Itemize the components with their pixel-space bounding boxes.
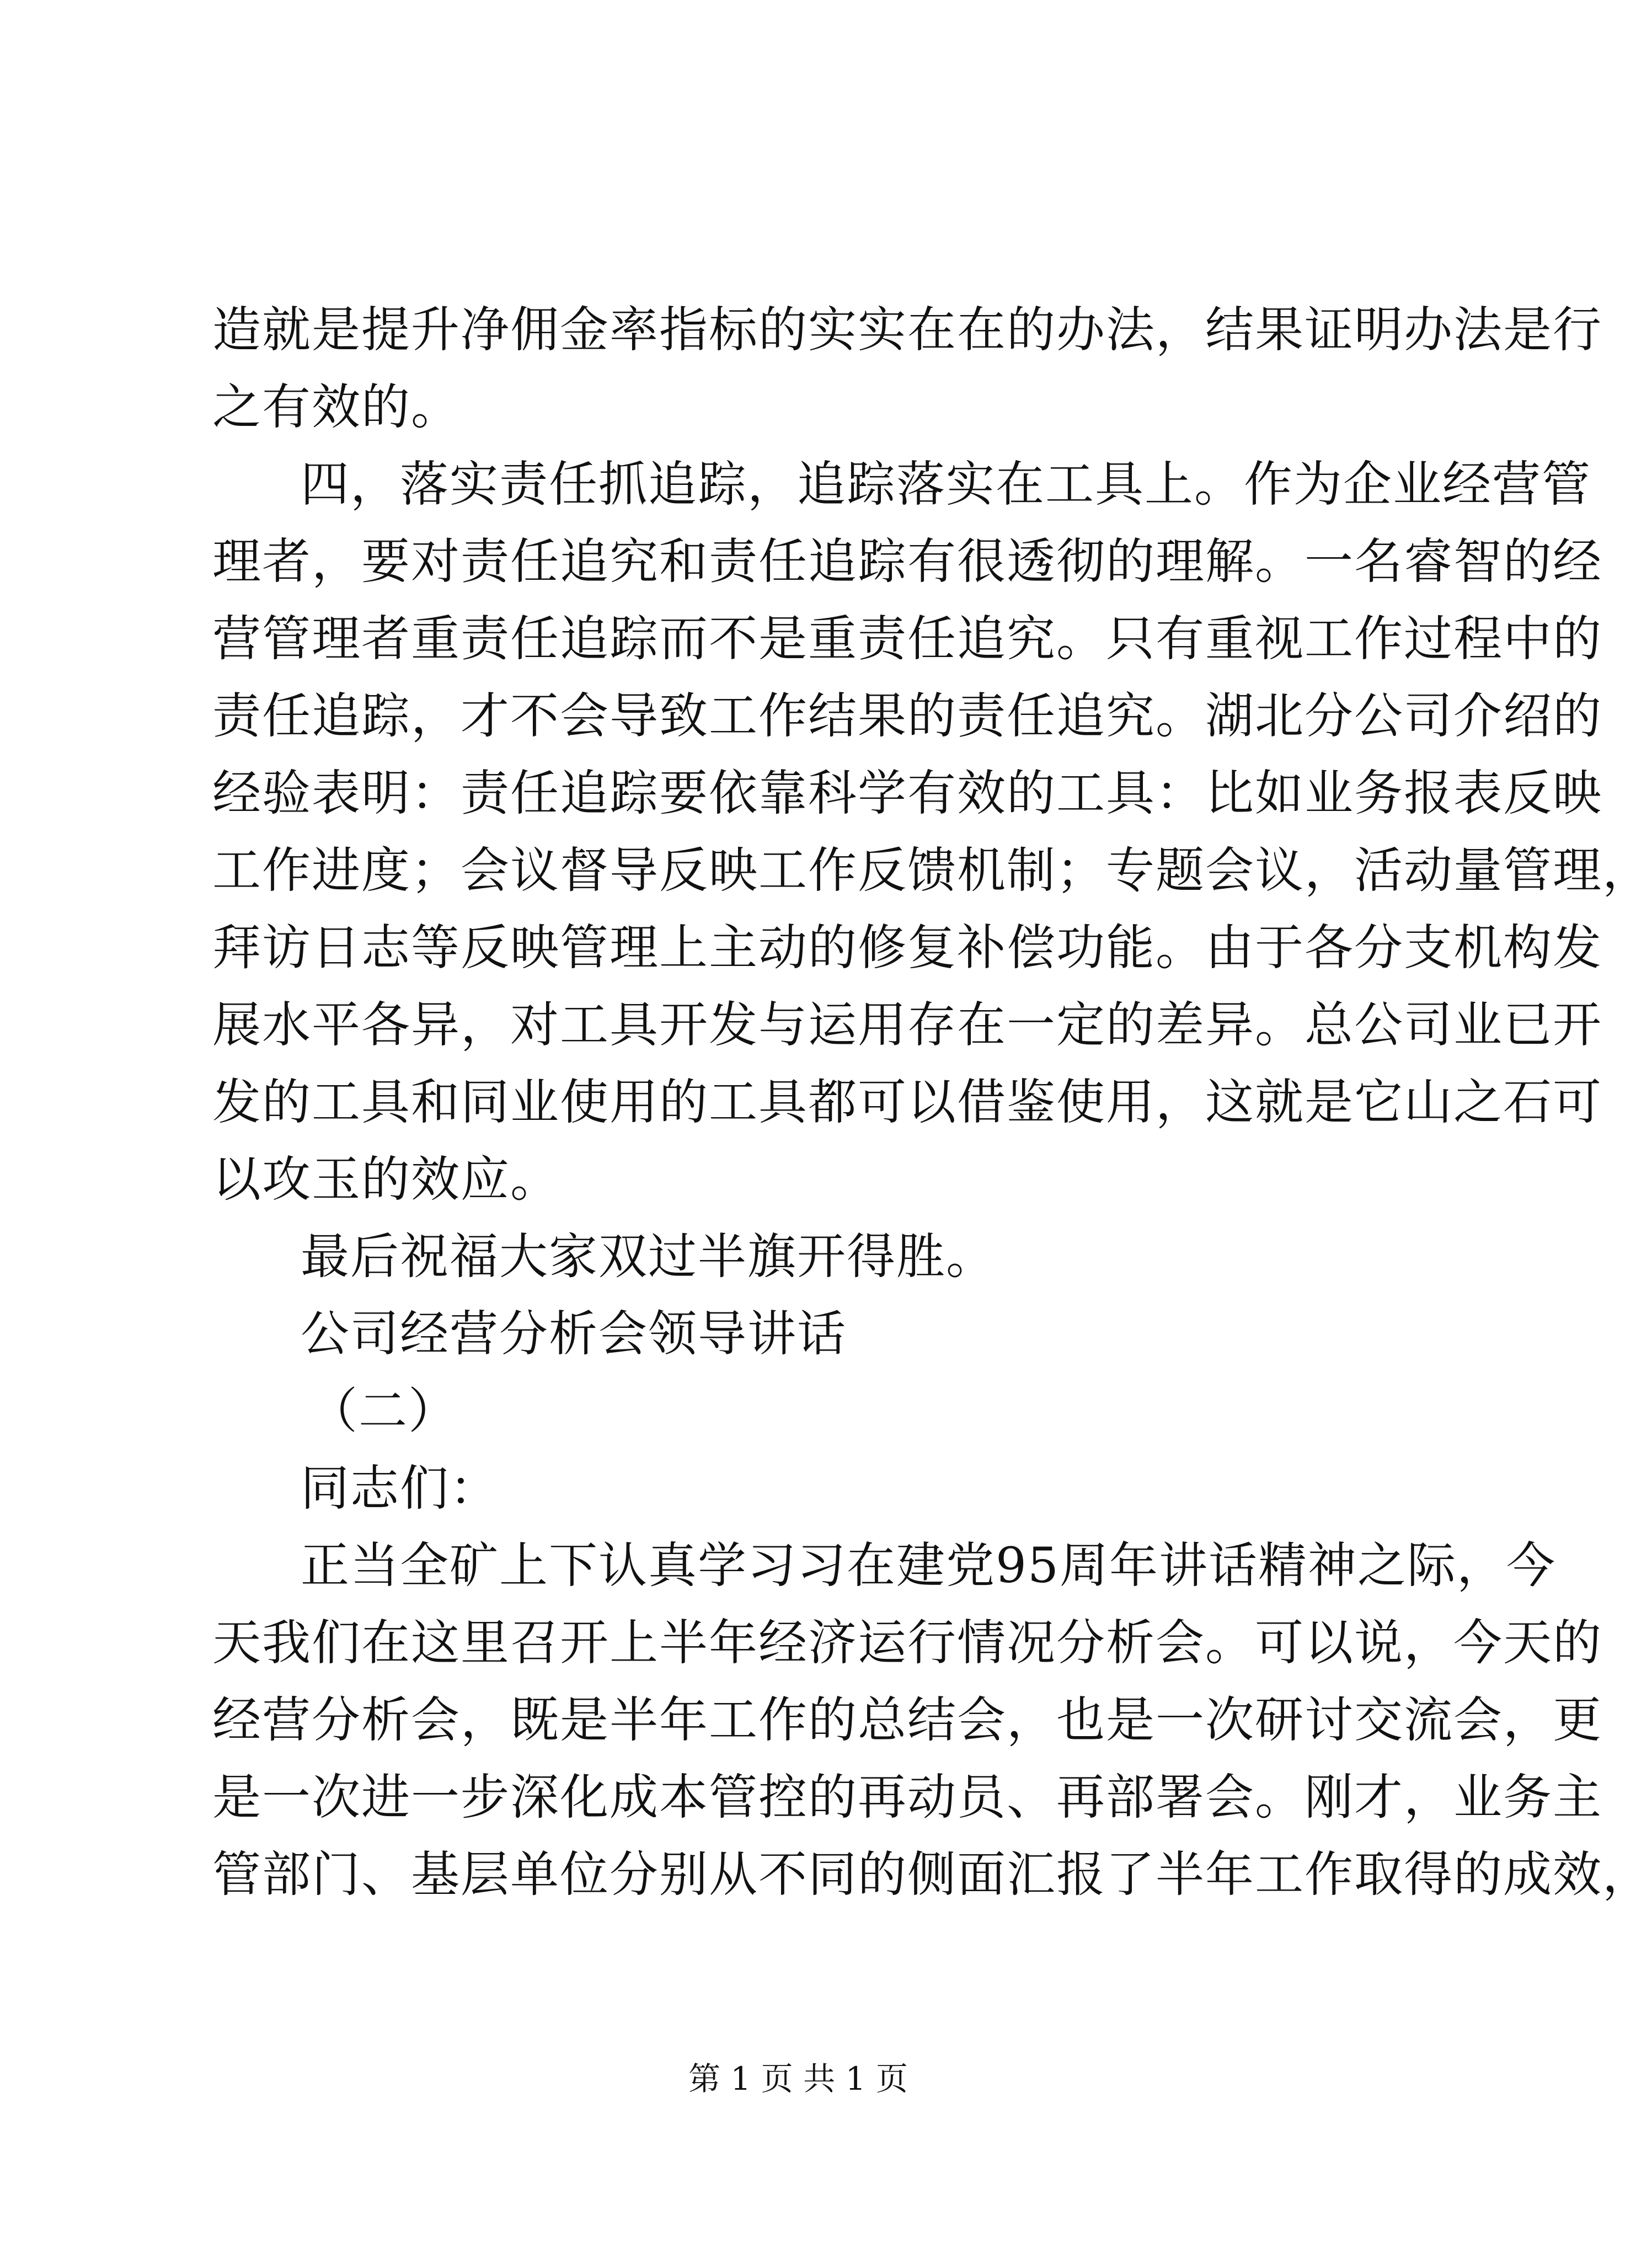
body-line-8: 工作进度；会议督导反映工作反馈机制；专题会议，活动量管理， xyxy=(212,842,1652,899)
salutation: 同志们： xyxy=(301,1460,500,1517)
body-line-2: 之有效的。 xyxy=(212,378,461,435)
speech-line-1: 正当全矿上下认真学习习在建党95周年讲话精神之际，今 xyxy=(301,1537,1556,1594)
speech-line-3: 经营分析会，既是半年工作的总结会，也是一次研讨交流会，更 xyxy=(212,1691,1603,1748)
body-line-4: 理者，要对责任追究和责任追踪有很透彻的理解。一名睿智的经 xyxy=(212,533,1603,590)
speech-line-2: 天我们在这里召开上半年经济运行情况分析会。可以说，今天的 xyxy=(212,1614,1603,1671)
section-title: 公司经营分析会领导讲话 xyxy=(301,1305,847,1362)
section-four-line-1: 四，落实责任抓追踪，追踪落实在工具上。作为企业经营管 xyxy=(301,456,1592,513)
body-line-12: 以攻玉的效应。 xyxy=(212,1151,560,1208)
body-line-7: 经验表明：责任追踪要依靠科学有效的工具：比如业务报表反映 xyxy=(212,765,1603,821)
body-line-5: 营管理者重责任追踪而不是重责任追究。只有重视工作过程中的 xyxy=(212,610,1603,667)
body-line-9: 拜访日志等反映管理上主动的修复补偿功能。由于各分支机构发 xyxy=(212,919,1603,976)
page-footer: 第 1 页 共 1 页 xyxy=(688,2060,908,2097)
body-line-1: 造就是提升净佣金率指标的实实在在的办法，结果证明办法是行 xyxy=(212,301,1603,358)
closing-line: 最后祝福大家双过半旗开得胜。 xyxy=(301,1228,996,1285)
body-line-6: 责任追踪，才不会导致工作结果的责任追究。湖北分公司介绍的 xyxy=(212,687,1603,744)
speech-line-5: 管部门、基层单位分别从不同的侧面汇报了半年工作取得的成效， xyxy=(212,1846,1652,1903)
speech-line-4: 是一次进一步深化成本管控的再动员、再部署会。刚才，业务主 xyxy=(212,1769,1603,1825)
body-line-11: 发的工具和同业使用的工具都可以借鉴使用，这就是它山之石可 xyxy=(212,1074,1603,1130)
body-line-10: 展水平各异，对工具开发与运用存在一定的差异。总公司业已开 xyxy=(212,996,1603,1053)
section-number: （二） xyxy=(309,1382,458,1439)
